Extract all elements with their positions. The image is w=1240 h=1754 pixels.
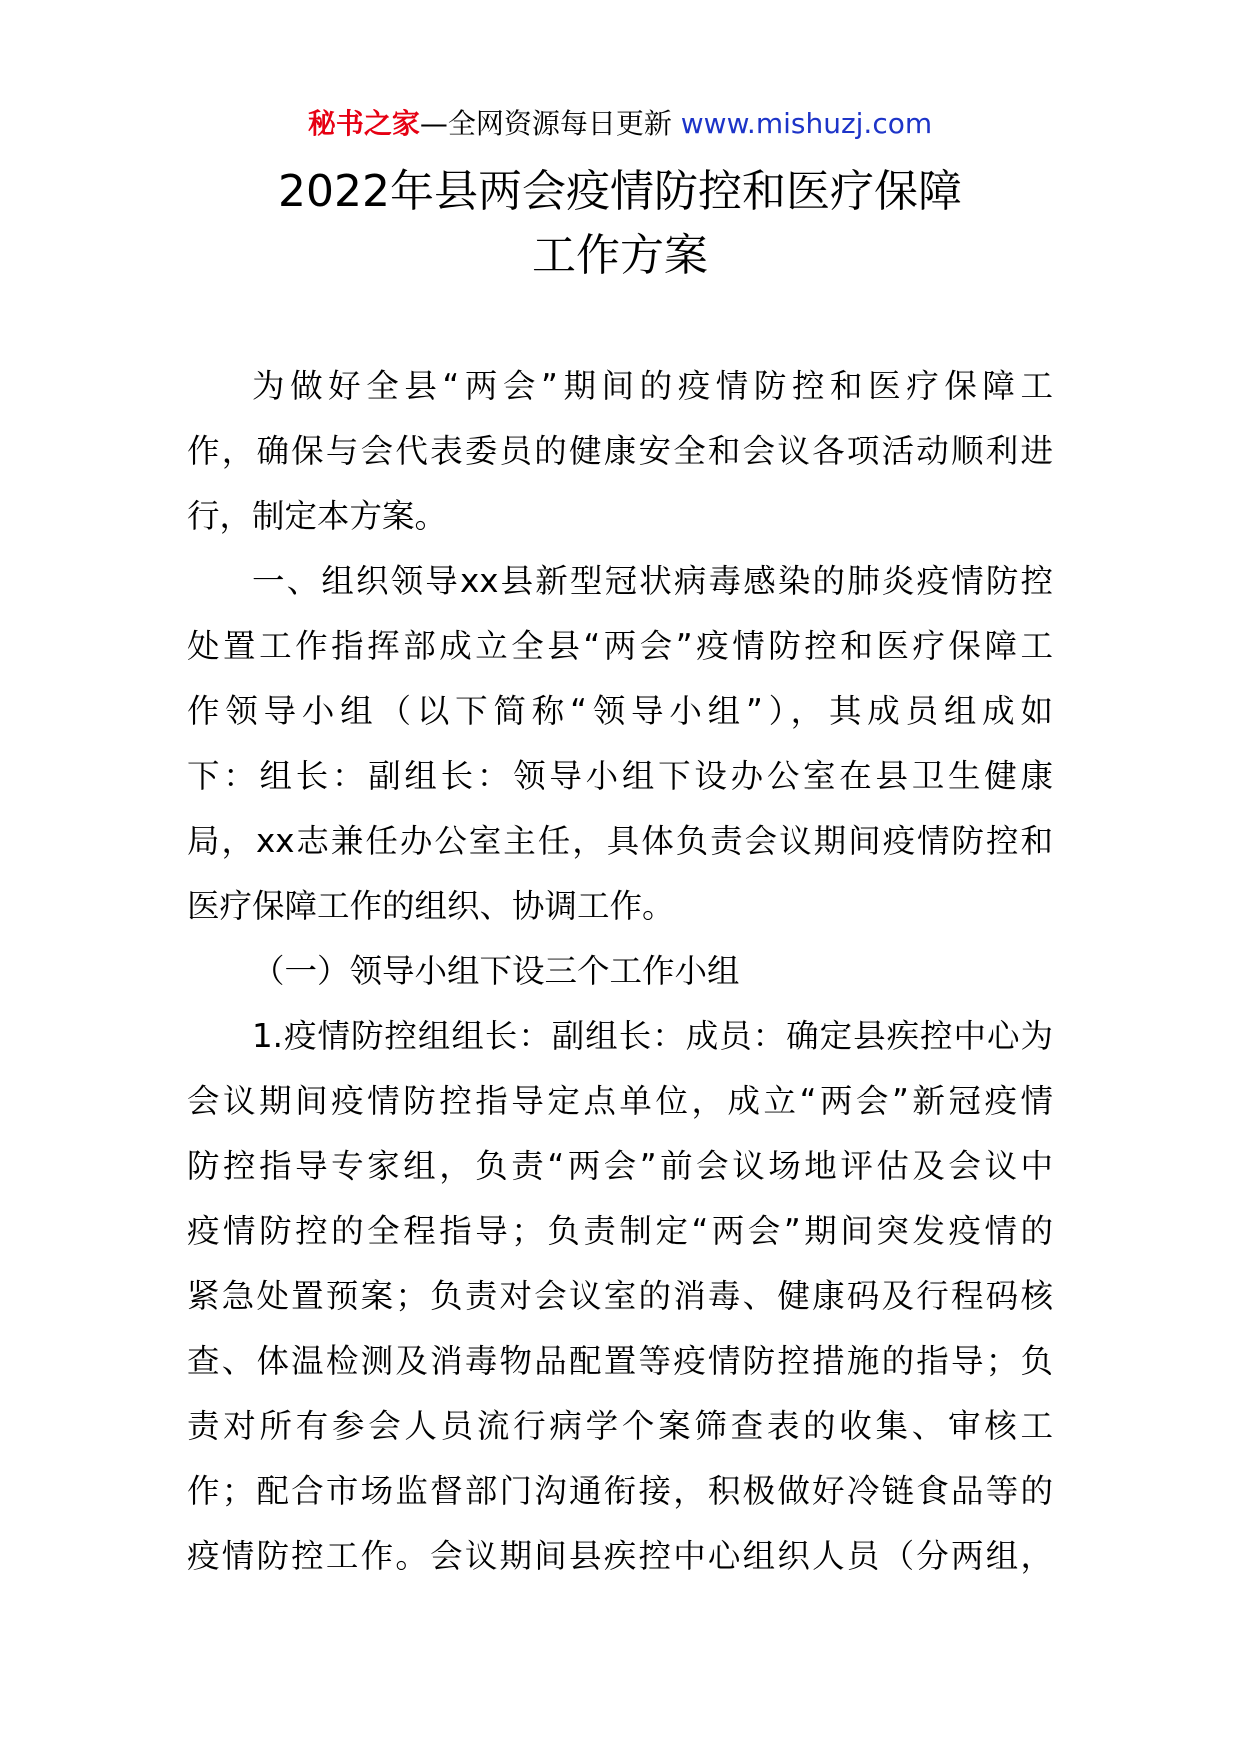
text-line: 防控指导专家组，负责“两会”前会议场地评估及会议中 [187, 1147, 1053, 1185]
text-line: 局，xx志兼任办公室主任，具体负责会议期间疫情防控和 [187, 822, 1053, 860]
text-line: 会议期间疫情防控指导定点单位，成立“两会”新冠疫情 [187, 1082, 1053, 1120]
paragraph-organization [187, 549, 1053, 939]
site-brand: 秘书之家 [307, 107, 420, 140]
site-tagline: —全网资源每日更新 [419, 107, 681, 140]
text-line: 责对所有参会人员流行病学个案筛查表的收集、审核工 [187, 1407, 1053, 1445]
paragraph-subheading [187, 939, 1053, 1004]
document-body [187, 354, 1053, 1589]
title-line-2: 工作方案 [532, 230, 708, 281]
text-line: 作领导小组（以下简称“领导小组”），其成员组成如 [187, 692, 1053, 730]
paragraph-intro [187, 354, 1053, 549]
text-line: 行，制定本方案。 [187, 497, 448, 535]
section-heading: （一）领导小组下设三个工作小组 [252, 952, 740, 990]
text-line: 紧急处置预案；负责对会议室的消毒、健康码及行程码核 [187, 1277, 1053, 1315]
text-line: 下：组长：副组长：领导小组下设办公室在县卫生健康 [187, 757, 1053, 795]
document-title [0, 160, 1240, 288]
text-line: 1.疫情防控组组长：副组长：成员：确定县疾控中心为 [252, 1017, 1053, 1055]
text-line: 处置工作指挥部成立全县“两会”疫情防控和医疗保障工 [187, 627, 1053, 665]
text-line: 作，确保与会代表委员的健康安全和会议各项活动顺利进 [187, 432, 1053, 470]
paragraph-epidemic-group [187, 1004, 1053, 1589]
site-url[interactable]: www.mishuzj.com [680, 107, 933, 140]
text-line: 查、体温检测及消毒物品配置等疫情防控措施的指导；负 [187, 1342, 1053, 1380]
text-line: 为做好全县“两会”期间的疫情防控和医疗保障工 [252, 367, 1053, 405]
text-line: 医疗保障工作的组织、协调工作。 [187, 887, 675, 925]
text-line: 作；配合市场监督部门沟通衔接，积极做好冷链食品等的 [187, 1472, 1053, 1510]
text-line: 疫情防控的全程指导；负责制定“两会”期间突发疫情的 [187, 1212, 1053, 1250]
title-line-1: 2022年县两会疫情防控和医疗保障 [278, 166, 962, 217]
text-line: 一、组织领导xx县新型冠状病毒感染的肺炎疫情防控 [252, 562, 1053, 600]
text-line: 疫情防控工作。会议期间县疾控中心组织人员（分两组， [187, 1537, 1053, 1575]
site-header [0, 104, 1240, 144]
